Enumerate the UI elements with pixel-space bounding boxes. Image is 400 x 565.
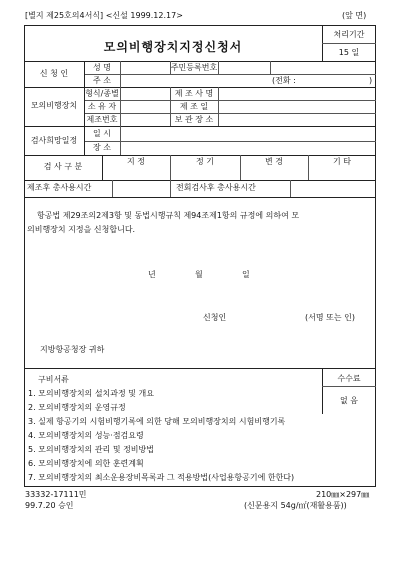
required-documents-label: 구비서류: [38, 375, 69, 384]
approval-date: 99.7.20 승인: [25, 501, 74, 510]
inspection-type-change[interactable]: 변 경: [265, 157, 283, 166]
total-hours-since-last-inspection-field[interactable]: [291, 181, 375, 196]
serial-label: 제조번호: [86, 115, 118, 124]
resident-number-label: 주민등록번호: [170, 63, 218, 72]
maker-field[interactable]: [219, 88, 375, 99]
addressee: 지방항공청장 귀하: [40, 345, 105, 354]
document-item: 4. 모의비행장치의 성능·점검요령: [28, 431, 144, 440]
inspection-schedule-label: 검사희망일정: [30, 136, 78, 145]
paper-size: 210㎜×297㎜: [316, 490, 370, 499]
inspection-place-label: 장 소: [93, 143, 111, 152]
owner-label: 소 유 자: [87, 102, 117, 111]
document-item: 5. 모의비행장치의 관리 및 정비방법: [28, 445, 154, 454]
type-label: 형식/종별: [85, 89, 119, 98]
device-section-label: 모의비행장치: [30, 101, 78, 110]
document-item: 1. 모의비행장치의 설치과정 및 개요: [28, 389, 154, 398]
processing-period-value: 15 일: [338, 48, 360, 57]
manufacture-date-label: 제 조 일: [179, 102, 209, 111]
type-field[interactable]: [121, 88, 169, 99]
total-hours-since-manufacture-field[interactable]: [113, 181, 169, 196]
applicant-section-label: 신 청 인: [39, 69, 69, 78]
serial-field[interactable]: [121, 114, 169, 125]
storage-location-field[interactable]: [219, 114, 375, 125]
signature-or-seal-note: (서명 또는 인): [305, 313, 355, 322]
phone-close-paren: ): [369, 76, 373, 85]
owner-field[interactable]: [121, 101, 169, 112]
name-field[interactable]: [121, 62, 169, 73]
maker-label: 제 조 사 명: [174, 89, 214, 98]
statement-line-2: 의비행장치 지정을 신청합니다.: [27, 225, 136, 234]
address-field[interactable]: [121, 75, 269, 86]
fee-label: 수수료: [337, 374, 361, 383]
inspection-type-designation[interactable]: 지 정: [127, 157, 145, 166]
inspection-date-label: 일 시: [93, 129, 111, 138]
date-year-label: 년: [148, 270, 156, 279]
total-hours-since-manufacture-label: 제조후 총사용시간: [27, 183, 92, 192]
fee-value: 없 음: [340, 396, 358, 405]
name-label: 성 명: [93, 63, 111, 72]
inspection-place-field[interactable]: [121, 142, 375, 154]
address-label: 주 소: [93, 76, 111, 85]
document-item: 6. 모의비행장치에 의한 훈련계획: [28, 459, 144, 468]
processing-period-label: 처리기간: [333, 30, 365, 39]
paper-spec: (신문용지 54g/㎡(재활용품)): [244, 501, 347, 510]
inspection-type-periodic[interactable]: 정 기: [196, 157, 214, 166]
inspection-type-other[interactable]: 기 타: [333, 157, 351, 166]
total-hours-since-last-inspection-label: 전회검사후 총사용시간: [176, 183, 256, 192]
date-month-label: 월: [195, 270, 203, 279]
manufacture-date-field[interactable]: [219, 101, 375, 112]
applicant-signature-field[interactable]: [235, 310, 301, 324]
form-title: 모의비행장치지정신청서: [103, 40, 243, 54]
document-item: 2. 모의비행장치의 운영규정: [28, 403, 126, 412]
statement-line-1: 항공법 제29조의2제3항 및 동법시행규칙 제94조제1항의 규정에 의하여 모: [37, 211, 300, 220]
date-day-label: 일: [242, 270, 250, 279]
front-side-note: (앞 면): [342, 11, 367, 20]
phone-label: (전화 :: [272, 76, 296, 85]
inspection-date-field[interactable]: [121, 127, 375, 140]
inspection-type-label: 검 사 구 분: [43, 162, 83, 171]
document-item: 3. 실제 항공기의 시험비행기록에 의한 당해 모의비행장치의 시험비행기록: [28, 417, 286, 426]
storage-location-label: 보 관 장 소: [174, 115, 214, 124]
document-item: 7. 모의비행장치의 최소운용장비목록과 그 적용방법(사업용항공기에 한한다): [28, 473, 295, 482]
form-code: 33332-17111민: [25, 490, 87, 499]
applicant-signature-label: 신청인: [203, 313, 227, 322]
form-number: [별지 제25호의4서식] <신설 1999.12.17>: [25, 11, 183, 20]
resident-number-field[interactable]: [219, 62, 269, 73]
